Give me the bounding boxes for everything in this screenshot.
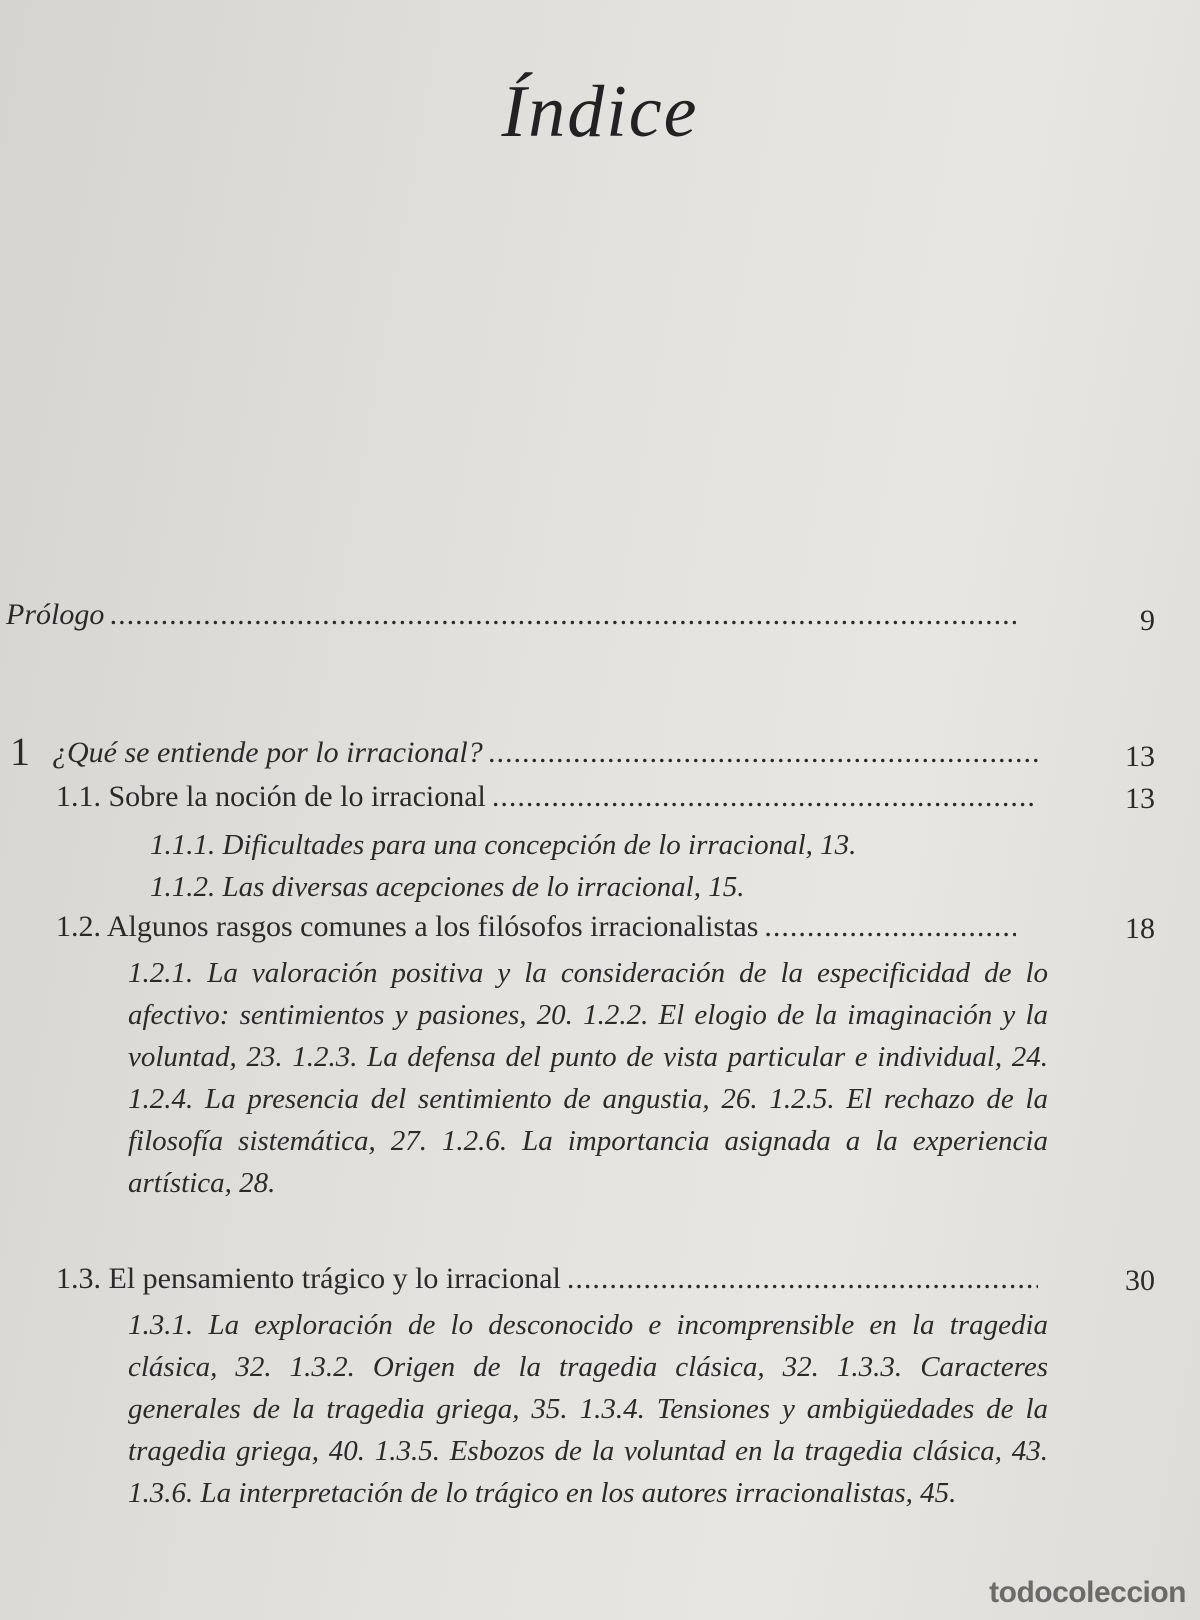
toc-entry-1-2: [56, 910, 1016, 944]
entry-label: 1.1. Sobre la noción de lo irracional: [56, 780, 486, 813]
toc-entry-prologo: [6, 598, 1016, 632]
toc-subentry-1-1-2: 1.1.2. Las diversas acepciones de lo irracional, 15.: [150, 871, 745, 903]
entry-label: Prólogo: [6, 598, 105, 631]
leader-dots: [492, 780, 1034, 814]
page-number: 13: [1125, 740, 1155, 773]
toc-entry-chapter-1: [52, 736, 1042, 770]
page-number: 18: [1125, 912, 1155, 945]
leader-dots: [764, 910, 1016, 944]
entry-label: 1.2. Algunos rasgos comunes a los filósofos irracionalistas: [56, 910, 759, 943]
toc-subentry-1-1-1: 1.1.1. Dificultades para una concepción de lo irracional, 13.: [150, 829, 857, 861]
toc-subentries-1-3: 1.3.1. La exploración de lo desconocido e incomprensible en la tragedia clásica, 32. 1.3.2. Origen de la tragedia clásica, 32. 1.3.3. Caracteres generales de la tragedia griega, 35. 1.3.4. Tensiones y ambigüedades de la tragedia griega, 40. 1.3.5. Esbozos de la voluntad en la tragedia clásica, 43. 1.3.6. La interpretación de lo trágico en los autores irracionalistas, 45.: [128, 1309, 1048, 1509]
page-title: Índice: [501, 71, 699, 153]
watermark-logo: todocoleccion: [989, 1576, 1186, 1609]
toc-entry-1-3: [56, 1262, 1038, 1296]
page-number: 30: [1125, 1264, 1155, 1297]
leader-dots: [489, 736, 1042, 770]
page-number: 9: [1140, 604, 1155, 637]
chapter-number: 1: [10, 729, 30, 774]
entry-label: 1.3. El pensamiento trágico y lo irracional: [56, 1262, 561, 1295]
leader-dots: [110, 598, 1016, 632]
entry-label: ¿Qué se entiende por lo irracional?: [52, 736, 483, 769]
leader-dots: [567, 1262, 1038, 1296]
toc-entry-1-1: [56, 780, 1034, 814]
toc-subentries-1-2: 1.2.1. La valoración positiva y la consideración de la especificidad de lo afectivo: sentimientos y pasiones, 20. 1.2.2. El elogio de la imaginación y la voluntad, 23. 1.2.3. La defensa del punto de vista particular e individual, 24. 1.2.4. La presencia del sentimiento de angustia, 26. 1.2.5. El rechazo de la filosofía sistemática, 27. 1.2.6. La importancia asignada a la experiencia artística, 28.: [128, 957, 1048, 1199]
page-number: 13: [1125, 782, 1155, 815]
